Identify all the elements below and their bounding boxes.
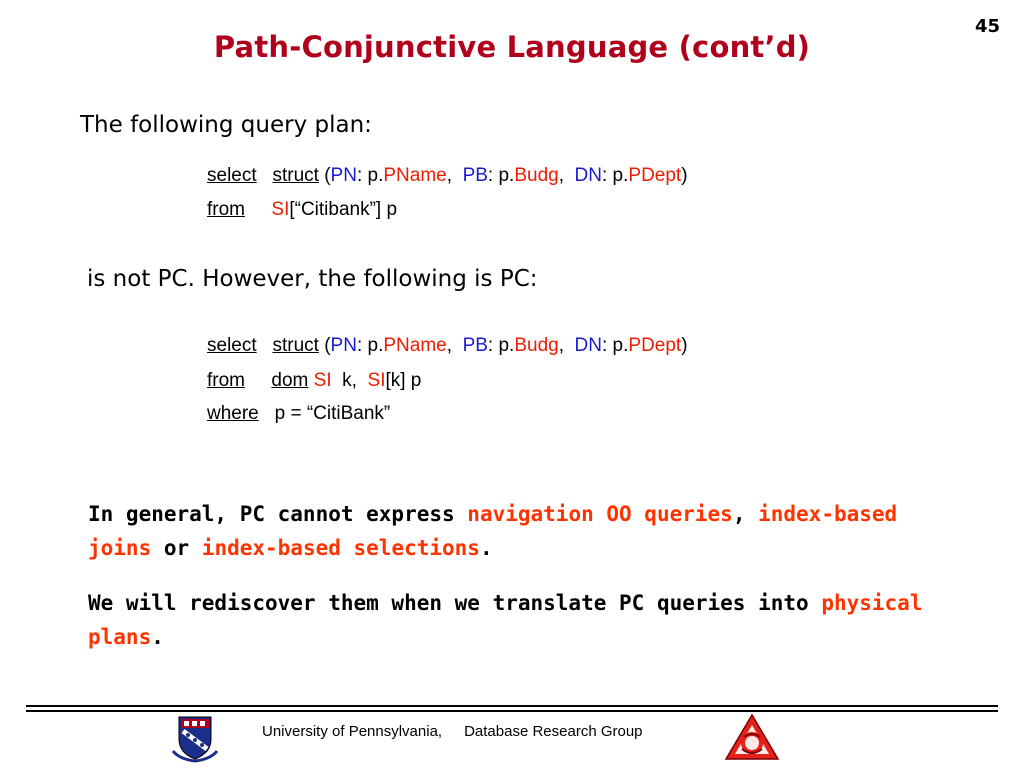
plan1-select-line: select struct (PN: p.PName, PB: p.Budg, DN: p.PDept) (207, 165, 688, 186)
plan1-from-line: from SI[“Citibank”] p (207, 199, 398, 220)
select-keyword: select (207, 335, 257, 356)
footer-rule-bottom (26, 710, 998, 712)
where-keyword: where (207, 403, 259, 424)
middle-text: is not PC. However, the following is PC: (87, 266, 538, 292)
rediscover-statement: We will rediscover them when we translate PC queries into physical plans. (88, 591, 923, 649)
footer-university: University of Pennsylvania, (262, 723, 443, 740)
from-keyword: from (207, 370, 245, 391)
from-keyword: from (207, 199, 245, 220)
footer-group: Database Research Group (464, 723, 643, 740)
dom-keyword: dom (271, 370, 309, 391)
db-group-logo-icon (724, 713, 780, 763)
struct-keyword: struct (272, 335, 319, 356)
plan2-where-line: where p = “CitiBank” (207, 403, 391, 424)
select-keyword: select (207, 165, 257, 186)
plan2-select-line: select struct (PN: p.PName, PB: p.Budg, DN: p.PDept) (207, 335, 688, 356)
footer-text (262, 723, 643, 740)
general-statement: In general, PC cannot express navigation OO queries, index-based joins or index-based selections. (88, 502, 898, 560)
slide-title: Path-Conjunctive Language (cont’d) (213, 30, 811, 64)
penn-shield-icon (169, 713, 221, 763)
plan2-from-line: from dom SI k, SI[k] p (207, 370, 422, 391)
page-number: 45 (974, 16, 1000, 37)
intro-text: The following query plan: (80, 112, 372, 138)
struct-keyword: struct (272, 165, 319, 186)
footer-rule-top (26, 705, 998, 707)
